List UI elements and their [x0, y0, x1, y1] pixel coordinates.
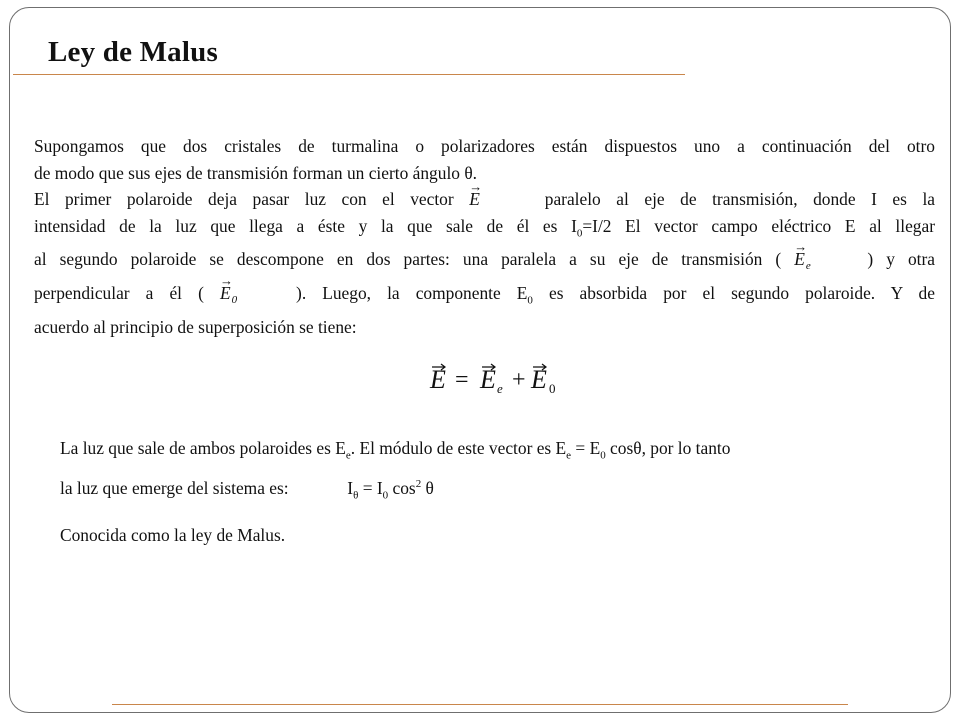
intro-line-6-c: es absorbida por el segundo polaroide. Y de	[532, 282, 935, 303]
intro-line-5-a: al segundo polaroide se descompone en dos partes: una paralela a su eje de transmisión (	[34, 249, 782, 270]
vector-Ee-sub: e	[805, 260, 811, 273]
intro-line-4-sub: 0	[576, 226, 583, 239]
intro-line-5-b: ) y otra	[867, 249, 935, 270]
result-line-2-d: cos	[388, 478, 416, 499]
eq-Ee-sub: e	[497, 381, 503, 396]
result-line-1-sub-3: 0	[600, 449, 606, 462]
eq-E0: E	[531, 365, 547, 394]
result-line-2-sub-2: 0	[382, 489, 389, 502]
intro-line-1: Supongamos que dos cristales de turmalina o polarizadores están dispuestos uno a continuación del otro	[34, 136, 935, 156]
result-line-2	[60, 470, 920, 510]
vector-E-symbol	[469, 186, 529, 213]
result-line-2-sup: 2	[415, 478, 422, 491]
intro-line-6-b: ). Luego, la componente E	[296, 282, 528, 303]
result-line-2-e: θ	[421, 478, 434, 499]
result-line-2-b: I	[347, 478, 354, 499]
result-line-1-b: . El módulo de este vector es E	[350, 438, 567, 458]
intro-line-6	[34, 280, 935, 314]
vector-E-letter: → E	[469, 186, 480, 213]
result-line-2-sub-1: θ	[353, 489, 359, 502]
eq-E: E	[430, 365, 446, 394]
eq-Ee: E	[480, 365, 496, 394]
result-line-1-a: La luz que sale de ambos polaroides es E	[60, 438, 346, 458]
vector-E0-sub: 0	[231, 293, 238, 306]
result-line-1-sub-2: e	[566, 449, 572, 462]
intro-line-6-sub: 0	[527, 294, 533, 307]
vector-E0-symbol	[220, 280, 280, 314]
bottom-rule	[112, 704, 848, 705]
result-line-1-c: = E	[571, 438, 601, 458]
intro-line-4-a: intensidad de la luz que llega a éste y la que sale de él es I	[34, 215, 577, 236]
vector-Ee-symbol	[794, 246, 854, 280]
superposition-equation	[428, 362, 578, 396]
vector-E0-letter: → E	[220, 280, 231, 307]
slide-frame	[9, 7, 951, 713]
result-line-2-a: la luz que emerge del sistema es:	[60, 478, 289, 499]
title-underline	[13, 74, 685, 75]
intro-line-7: acuerdo al principio de superposición se tiene:	[34, 316, 357, 337]
result-line-2-c: = I	[358, 478, 383, 499]
result-line-1	[60, 434, 920, 470]
intro-line-5	[34, 246, 935, 280]
slide-title: Ley de Malus	[48, 36, 218, 68]
eq-plus: +	[512, 367, 526, 393]
result-line-1-d: cosθ, por lo tanto	[605, 438, 731, 458]
intro-paragraph	[34, 133, 935, 340]
intro-line-2: de modo que sus ejes de transmisión forman un cierto ángulo θ.	[34, 162, 478, 183]
result-paragraph	[60, 434, 920, 511]
intro-line-3-b: paralelo al eje de transmisión, donde I es la	[544, 189, 935, 209]
intro-line-4-b: =I/2 El vector campo eléctrico E al llegar	[582, 215, 935, 236]
intro-line-3	[34, 186, 935, 213]
intro-line-3-a: El primer polaroide deja pasar luz con el vector	[34, 189, 454, 209]
eq-E0-sub: 0	[549, 381, 556, 396]
vector-Ee-letter: → E	[794, 246, 805, 273]
conclusion-text: Conocida como la ley de Malus.	[60, 525, 286, 545]
result-line-1-sub-1: e	[345, 449, 351, 462]
intro-line-6-a: perpendicular a él (	[34, 282, 204, 303]
eq-equals: =	[455, 367, 469, 393]
